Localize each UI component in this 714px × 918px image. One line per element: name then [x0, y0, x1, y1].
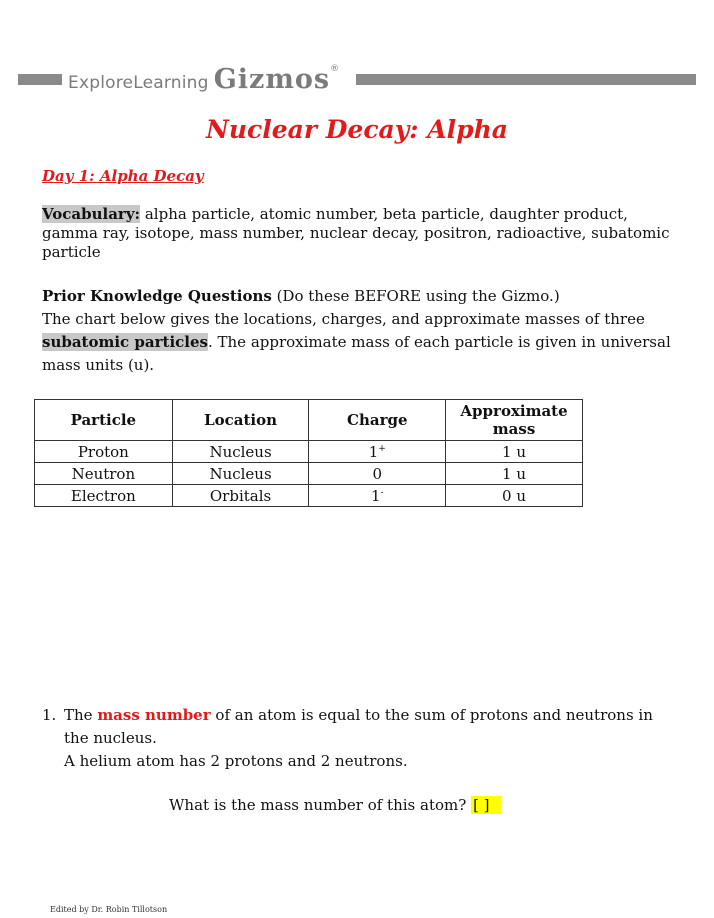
prior-heading: Prior Knowledge Questions [42, 287, 272, 305]
table-row [35, 441, 583, 463]
cell-charge: 1- [309, 485, 446, 507]
mass-number-term: mass number [97, 706, 211, 724]
prior-knowledge-section [42, 285, 672, 377]
table-row [35, 463, 583, 485]
brand-explore: ExploreLearning [68, 73, 209, 93]
banner-bar-left [18, 74, 62, 85]
table-row [35, 485, 583, 507]
vocabulary-label: Vocabulary: [42, 205, 141, 223]
brand-logo [68, 64, 339, 95]
cell-particle: Proton [35, 441, 173, 463]
question-1 [42, 704, 682, 773]
header-particle: Particle [35, 400, 173, 441]
cell-location: Nucleus [172, 463, 309, 485]
mass-number-question [169, 796, 501, 814]
cell-charge: 1+ [309, 441, 446, 463]
explorelearning-banner [0, 62, 714, 96]
subatomic-particles-highlight: subatomic particles [42, 333, 208, 351]
day-heading: Day 1: Alpha Decay [42, 167, 204, 185]
brand-gizmos: Gizmos [213, 64, 331, 95]
header-mass: Approximate mass [446, 400, 583, 441]
vocabulary-text: alpha particle, atomic number, beta particle, daughter product, gamma ray, isotope, mass number, nuclear decay, positron, radioactive, subatomic particle [42, 205, 670, 261]
ask-text: What is the mass number of this atom? [169, 796, 467, 814]
cell-location: Orbitals [172, 485, 309, 507]
question-text-post: of an atom is equal to the sum of protons and neutrons in the nucleus. [64, 706, 653, 747]
question-text-pre: The [64, 706, 98, 724]
cell-mass: 0 u [446, 485, 583, 507]
cell-mass: 1 u [446, 463, 583, 485]
cell-particle: Neutron [35, 463, 173, 485]
cell-particle: Electron [35, 485, 173, 507]
question-line2: A helium atom has 2 protons and 2 neutrons. [64, 752, 408, 770]
header-location: Location [172, 400, 309, 441]
question-number: 1. [42, 706, 57, 724]
vocabulary-paragraph [42, 205, 682, 262]
banner-bar-right [356, 74, 696, 85]
brand-reg: ® [330, 64, 340, 74]
prior-line1: The chart below gives the locations, charges, and approximate masses of three [42, 310, 645, 328]
page-title: Nuclear Decay: Alpha [206, 115, 508, 144]
prior-heading-note: (Do these BEFORE using the Gizmo.) [271, 287, 560, 305]
cell-location: Nucleus [172, 441, 309, 463]
header-charge: Charge [309, 400, 446, 441]
footer-credit: Edited by Dr. Robin Tillotson [50, 905, 168, 914]
answer-input[interactable]: [ ] [471, 796, 501, 814]
cell-mass: 1 u [446, 441, 583, 463]
prior-line2: . The approximate mass of each particle is given in universal mass units (u). [42, 333, 671, 374]
particle-table [34, 399, 583, 507]
cell-charge: 0 [309, 463, 446, 485]
table-header-row [35, 400, 583, 441]
